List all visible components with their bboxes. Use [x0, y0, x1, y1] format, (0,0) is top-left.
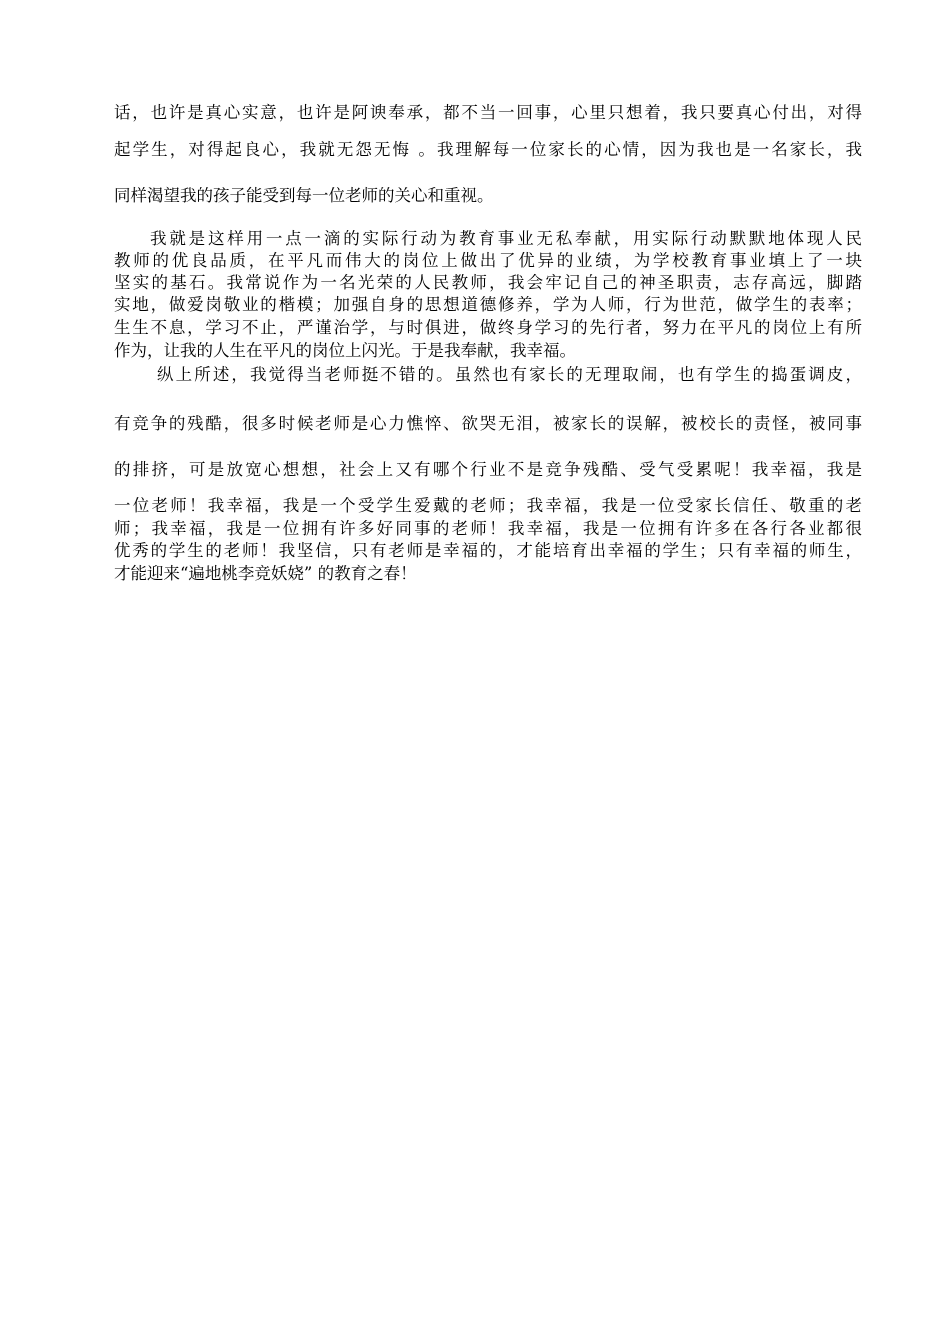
- text-line-10: 纵上所述，我觉得当老师挺不错的。虽然也有家长的无理取闹，也有学生的捣蛋调皮，: [157, 365, 862, 384]
- text-line-15: 优秀的学生的老师！我坚信，只有老师是幸福的，才能培育出幸福的学生；只有幸福的师生，: [114, 541, 862, 560]
- text-line-14: 师；我幸福，我是一位拥有许多好同事的老师！我幸福，我是一位拥有许多在各行各业都很: [114, 519, 862, 538]
- text-line-8: 生生不息，学习不止，严谨治学，与时俱进，做终身学习的先行者，努力在平凡的岗位上有所: [114, 318, 862, 337]
- text-line-4: 我就是这样用一点一滴的实际行动为教育事业无私奉献，用实际行动默默地体现人民: [150, 229, 862, 248]
- text-line-9: 作为，让我的人生在平凡的岗位上闪光。于是我奉献，我幸福。: [114, 341, 576, 360]
- text-line-11: 有竞争的残酷，很多时候老师是心力憔悴、欲哭无泪，被家长的误解，被校长的责怪，被同事: [114, 414, 862, 433]
- text-line-12: 的排挤，可是放宽心想想，社会上又有哪个行业不是竞争残酷、受气受累呢！我幸福，我是: [114, 460, 862, 479]
- text-line-1: 话，也许是真心实意，也许是阿谀奉承，都不当一回事，心里只想着，我只要真心付出，对得: [114, 103, 862, 122]
- text-line-6: 坚实的基石。我常说作为一名光荣的人民教师，我会牢记自己的神圣职责，志存高远，脚踏: [114, 273, 862, 292]
- text-line-13: 一位老师！我幸福，我是一个受学生爱戴的老师；我幸福，我是一位受家长信任、敬重的老: [114, 496, 862, 515]
- text-line-7: 实地，做爱岗敬业的楷模；加强自身的思想道德修养，学为人师，行为世范，做学生的表率；: [114, 295, 862, 314]
- text-line-5: 教师的优良品质，在平凡而伟大的岗位上做出了优异的业绩，为学校教育事业填上了一块: [114, 251, 862, 270]
- text-line-16: 才能迎来“遍地桃李竞妖娆” 的教育之春！: [114, 564, 417, 583]
- text-line-3: 同样渴望我的孩子能受到每一位老师的关心和重视。: [114, 186, 494, 205]
- text-line-2: 起学生，对得起良心，我就无怨无悔 。我理解每一位家长的心情，因为我也是一名家长，我: [114, 140, 862, 159]
